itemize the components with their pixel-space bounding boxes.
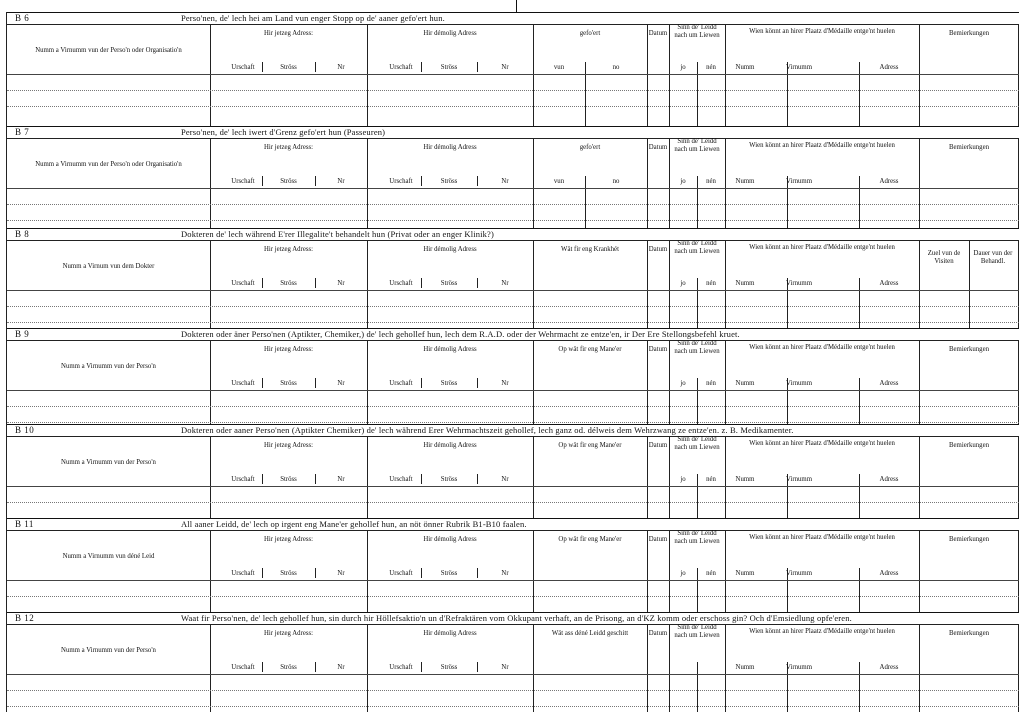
data-row-line	[7, 502, 1019, 503]
street-label: Ströss	[440, 280, 458, 287]
section-title: Dokteren oder äner Perso'nen (Aptikter, Chemiker,) de' lech gehollef hun, lech dem R.A.D. oder der Wehrmacht ze entze'en, ir Der Ere Stellongsbefehl kruet.	[181, 329, 740, 339]
section-code: B 6	[15, 13, 30, 23]
medal-firstname-label: Virnumm	[785, 570, 813, 577]
column-divider	[533, 240, 534, 328]
medal-name-label: Numm	[735, 570, 755, 577]
number-label: Nr	[501, 380, 509, 387]
medal-address-label: Adress	[879, 476, 899, 483]
yes-label: jo	[680, 476, 686, 483]
section-b-7	[7, 126, 1019, 228]
alive-question-header: Sinn de' Leidd nach um Liewen	[674, 436, 720, 451]
medal-address-label: Adress	[879, 280, 899, 287]
data-row-line	[7, 204, 1019, 205]
medal-name-label: Numm	[735, 380, 755, 387]
number-label: Nr	[337, 280, 345, 287]
visits-count-header: Zuel vun de Visiten	[927, 250, 961, 265]
street-label: Ströss	[440, 570, 458, 577]
name-column-header: Numm a Virnum vun dem Dokter	[62, 263, 155, 270]
locality-label: Urschaft	[231, 476, 255, 483]
right-border	[1018, 24, 1019, 126]
street-label: Ströss	[440, 64, 458, 71]
section-code: B 8	[15, 229, 30, 239]
column-divider	[533, 340, 534, 424]
column-divider	[367, 24, 368, 126]
medal-sub-divider	[859, 62, 860, 126]
from-label: vun	[553, 178, 565, 185]
column-divider	[919, 138, 920, 228]
street-label: Ströss	[440, 476, 458, 483]
medal-firstname-label: Virnumm	[785, 64, 813, 71]
medal-firstname-label: Virnumm	[785, 178, 813, 185]
medal-name-label: Numm	[735, 476, 755, 483]
number-label: Nr	[337, 476, 345, 483]
data-row-line	[7, 422, 1019, 423]
remarks-header: Bemierkungen	[948, 346, 989, 353]
locality-label: Urschaft	[231, 64, 255, 71]
former-address-header: Hir démolig Adress	[423, 630, 477, 637]
number-label: Nr	[501, 64, 509, 71]
section-title: All aaner Leidd, de' lech op irgent eng Mane'er gehollef hun, an nöt önner Rubrik B1-B10 faalen.	[181, 519, 527, 529]
section-table	[7, 530, 1019, 612]
medal-sub-divider	[787, 62, 788, 126]
current-address-header: Hir jetzeg Adress:	[263, 144, 314, 151]
column-divider	[669, 24, 670, 126]
current-address-header: Hir jetzeg Adress:	[263, 30, 314, 37]
top-center-tick	[516, 0, 517, 12]
street-label: Ströss	[280, 178, 297, 185]
medal-name-label: Numm	[735, 280, 755, 287]
street-label: Ströss	[280, 64, 297, 71]
header-bottom	[7, 390, 1019, 391]
former-address-header: Hir démolig Adress	[423, 536, 477, 543]
locality-label: Urschaft	[231, 570, 255, 577]
number-label: Nr	[337, 64, 345, 71]
former-address-header: Hir démolig Adress	[423, 144, 477, 151]
header-bottom	[7, 674, 1019, 675]
section-table	[7, 138, 1019, 228]
former-address-header: Hir démolig Adress	[423, 346, 477, 353]
section-title: Dokteren oder aaner Perso'nen (Aptikter Chemiker) de' lech während Erer Wehrmachtszeit gehollef, lech ganz od. délweis dem Wehrzwang ze entze'en. z. B. Medikamenter.	[181, 425, 794, 435]
medal-recipient-header: Wien könnt an hirer Plaatz d'Médaille entge'nt huelen	[749, 244, 895, 251]
column-divider	[669, 624, 670, 712]
medal-firstname-label: Virnumm	[785, 380, 813, 387]
yes-no-divider	[697, 662, 698, 712]
data-row-line	[7, 406, 1019, 407]
medal-firstname-label: Virnumm	[785, 476, 813, 483]
number-label: Nr	[337, 380, 345, 387]
data-row-line	[7, 596, 1019, 597]
locality-label: Urschaft	[231, 664, 255, 671]
name-column-header: Numm a Virnumm vun der Perso'n	[61, 647, 156, 654]
locality-label: Urschaft	[231, 380, 255, 387]
column-divider	[210, 138, 211, 228]
locality-label: Urschaft	[389, 664, 413, 671]
section-table	[7, 624, 1019, 712]
section-code: B 12	[15, 613, 35, 623]
date-header: Datum	[648, 346, 668, 353]
column-divider	[533, 530, 534, 612]
date-header: Datum	[648, 442, 668, 449]
data-row-line	[7, 106, 1019, 107]
date-header: Datum	[648, 144, 668, 151]
no-label: nén	[706, 570, 716, 577]
section-title: Dokteren de' lech während E'rer Illegalite't behandelt hun (Privat oder an enger Klinik?)	[181, 229, 494, 239]
section-code: B 7	[15, 127, 30, 137]
right-border	[1018, 138, 1019, 228]
header-bottom	[7, 580, 1019, 581]
remarks-header: Bemierkungen	[948, 536, 989, 543]
header-bottom	[7, 188, 1019, 189]
current-address-header: Hir jetzeg Adress:	[263, 630, 314, 637]
name-column-header: Numm a Virnumm vun der Perso'n	[61, 459, 156, 466]
section-table	[7, 340, 1019, 424]
column-divider	[533, 24, 534, 126]
questionnaire-page	[6, 12, 1019, 712]
header-bottom	[7, 74, 1019, 75]
medal-address-label: Adress	[879, 178, 899, 185]
number-label: Nr	[501, 280, 509, 287]
remarks-header: Bemierkungen	[948, 442, 989, 449]
number-label: Nr	[501, 476, 509, 483]
yes-label: jo	[680, 64, 686, 71]
current-address-header: Hir jetzeg Adress:	[263, 442, 314, 449]
street-label: Ströss	[280, 280, 297, 287]
locality-label: Urschaft	[389, 380, 413, 387]
number-label: Nr	[337, 178, 345, 185]
current-address-header: Hir jetzeg Adress:	[263, 536, 314, 543]
column-divider	[533, 436, 534, 518]
section-table	[7, 436, 1019, 518]
medal-recipient-header: Wien könnt an hirer Plaatz d'Médaille entge'nt huelen	[749, 440, 895, 447]
street-label: Ströss	[440, 664, 458, 671]
date-header: Datum	[648, 30, 668, 37]
locality-label: Urschaft	[231, 178, 255, 185]
column-divider	[919, 240, 920, 328]
no-label: nén	[706, 64, 716, 71]
data-row-line	[7, 706, 1019, 707]
middle-column-header: Wät fir eng Krankhét	[561, 246, 619, 253]
former-address-header: Hir démolig Adress	[423, 442, 477, 449]
medal-recipient-header: Wien könnt an hirer Plaatz d'Médaille entge'nt huelen	[749, 534, 895, 541]
number-label: Nr	[337, 570, 345, 577]
section-b-11	[7, 518, 1019, 612]
column-divider	[210, 24, 211, 126]
data-row-line	[7, 322, 1019, 323]
medal-address-label: Adress	[879, 380, 899, 387]
middle-column-header: Wät ass déné Leidd geschitt	[551, 630, 629, 637]
medal-address-label: Adress	[879, 570, 899, 577]
medal-firstname-label: Virnumm	[785, 664, 813, 671]
name-column-header: Numm a Virnumm vun déné Leid	[62, 553, 155, 560]
medal-name-label: Numm	[735, 178, 755, 185]
middle-column-header: Op wät fir eng Mane'er	[558, 536, 622, 543]
data-row-line	[7, 690, 1019, 691]
number-label: Nr	[501, 570, 509, 577]
street-label: Ströss	[440, 178, 458, 185]
medal-name-label: Numm	[735, 64, 755, 71]
section-table	[7, 240, 1019, 328]
to-label: no	[612, 64, 620, 71]
section-b-10	[7, 424, 1019, 518]
medal-address-label: Adress	[879, 64, 899, 71]
section-title: Perso'nen, de' lech iwert d'Grenz gefo'ert hun (Passeuren)	[181, 127, 386, 137]
current-address-header: Hir jetzeg Adress:	[263, 346, 314, 353]
section-table	[7, 24, 1019, 126]
yes-label: jo	[680, 570, 686, 577]
no-label: nén	[706, 280, 716, 287]
section-b-6	[7, 12, 1019, 126]
alive-question-header: Sinn de' Leidd nach um Liewen	[674, 624, 720, 639]
middle-column-header: Op wät fir eng Mane'er	[558, 346, 622, 353]
to-label: no	[612, 178, 620, 185]
street-label: Ströss	[280, 570, 297, 577]
treatment-duration-header: Dauer vun der Behandl.	[973, 250, 1013, 265]
medal-recipient-header: Wien könnt an hirer Plaatz d'Médaille entge'nt huelen	[749, 142, 895, 149]
column-divider	[725, 24, 726, 126]
middle-column-header: Op wät fir eng Mane'er	[558, 442, 622, 449]
no-label: nén	[706, 380, 716, 387]
section-code: B 11	[15, 519, 34, 529]
current-address-header: Hir jetzeg Adress:	[263, 246, 314, 253]
alive-question-header: Sinn de' Leidd nach um Liewen	[674, 138, 720, 153]
number-label: Nr	[501, 664, 509, 671]
alive-question-header: Sinn de' Leidd nach um Liewen	[674, 340, 720, 355]
locality-label: Urschaft	[389, 476, 413, 483]
alive-question-header: Sinn de' Leidd nach um Liewen	[674, 530, 720, 545]
yes-label: jo	[680, 280, 686, 287]
yes-label: jo	[680, 178, 686, 185]
number-label: Nr	[501, 178, 509, 185]
name-column-header: Numm a Virnumm vun der Perso'n	[61, 363, 156, 370]
street-label: Ströss	[280, 380, 297, 387]
medal-address-label: Adress	[879, 664, 899, 671]
medal-firstname-label: Virnumm	[785, 280, 813, 287]
section-b-9	[7, 328, 1019, 424]
from-to-divider	[585, 62, 586, 126]
street-label: Ströss	[280, 664, 297, 671]
header-bottom	[7, 290, 1019, 291]
data-row-line	[7, 90, 1019, 91]
medal-name-label: Numm	[735, 664, 755, 671]
name-column-header: Numm a Virnumm vun der Perso'n oder Organisatio'n	[35, 161, 182, 168]
data-row-line	[7, 306, 1019, 307]
locality-label: Urschaft	[231, 280, 255, 287]
column-divider	[919, 24, 920, 126]
name-column-header: Numm a Virnumm vun der Perso'n oder Organisatio'n	[35, 47, 182, 54]
yes-no-divider	[697, 62, 698, 126]
locality-label: Urschaft	[389, 280, 413, 287]
locality-label: Urschaft	[389, 570, 413, 577]
remarks-header: Bemierkungen	[948, 30, 989, 37]
yes-label: jo	[680, 380, 686, 387]
locality-label: Urschaft	[389, 178, 413, 185]
medal-recipient-header: Wien könnt an hirer Plaatz d'Médaille entge'nt huelen	[749, 28, 895, 35]
date-header: Datum	[648, 536, 668, 543]
former-address-header: Hir démolig Adress	[423, 30, 477, 37]
middle-column-header: gefo'ert	[579, 30, 601, 37]
section-code: B 10	[15, 425, 35, 435]
no-label: nén	[706, 476, 716, 483]
section-b-12	[7, 612, 1019, 712]
section-title: Waat fir Perso'nen, de' lech gehollef hun, sin durch hir Höllefsaktio'n un d'Refraktären vom Okkupant verhaft, an de Prisong, an d'KZ komm oder erschoss gin? Och d'Emsiedlung opfe'eren.	[181, 613, 852, 623]
date-header: Datum	[648, 630, 668, 637]
column-divider	[533, 624, 534, 712]
remarks-header: Bemierkungen	[948, 630, 989, 637]
alive-question-header: Sinn de' Leidd nach um Liewen	[674, 24, 720, 39]
number-label: Nr	[337, 664, 345, 671]
locality-label: Urschaft	[389, 64, 413, 71]
right-border	[1018, 240, 1019, 328]
column-divider	[367, 138, 368, 228]
former-address-header: Hir démolig Adress	[423, 246, 477, 253]
from-label: vun	[553, 64, 565, 71]
section-title: Perso'nen, de' lech hei am Land vun enger Stopp op de' aaner gefo'ert hun.	[181, 13, 445, 23]
data-row-line	[7, 220, 1019, 221]
alive-question-header: Sinn de' Leidd nach um Liewen	[674, 240, 720, 255]
medal-recipient-header: Wien könnt an hirer Plaatz d'Médaille entge'nt huelen	[749, 628, 895, 635]
street-label: Ströss	[280, 476, 297, 483]
medal-recipient-header: Wien könnt an hirer Plaatz d'Médaille entge'nt huelen	[749, 344, 895, 351]
street-label: Ströss	[440, 380, 458, 387]
header-bottom	[7, 486, 1019, 487]
remarks-header: Bemierkungen	[948, 144, 989, 151]
section-code: B 9	[15, 329, 30, 339]
column-divider	[647, 24, 648, 126]
middle-column-header: gefo'ert	[579, 144, 601, 151]
section-b-8	[7, 228, 1019, 328]
no-label: nén	[706, 178, 716, 185]
date-header: Datum	[648, 246, 668, 253]
column-divider	[647, 138, 648, 228]
